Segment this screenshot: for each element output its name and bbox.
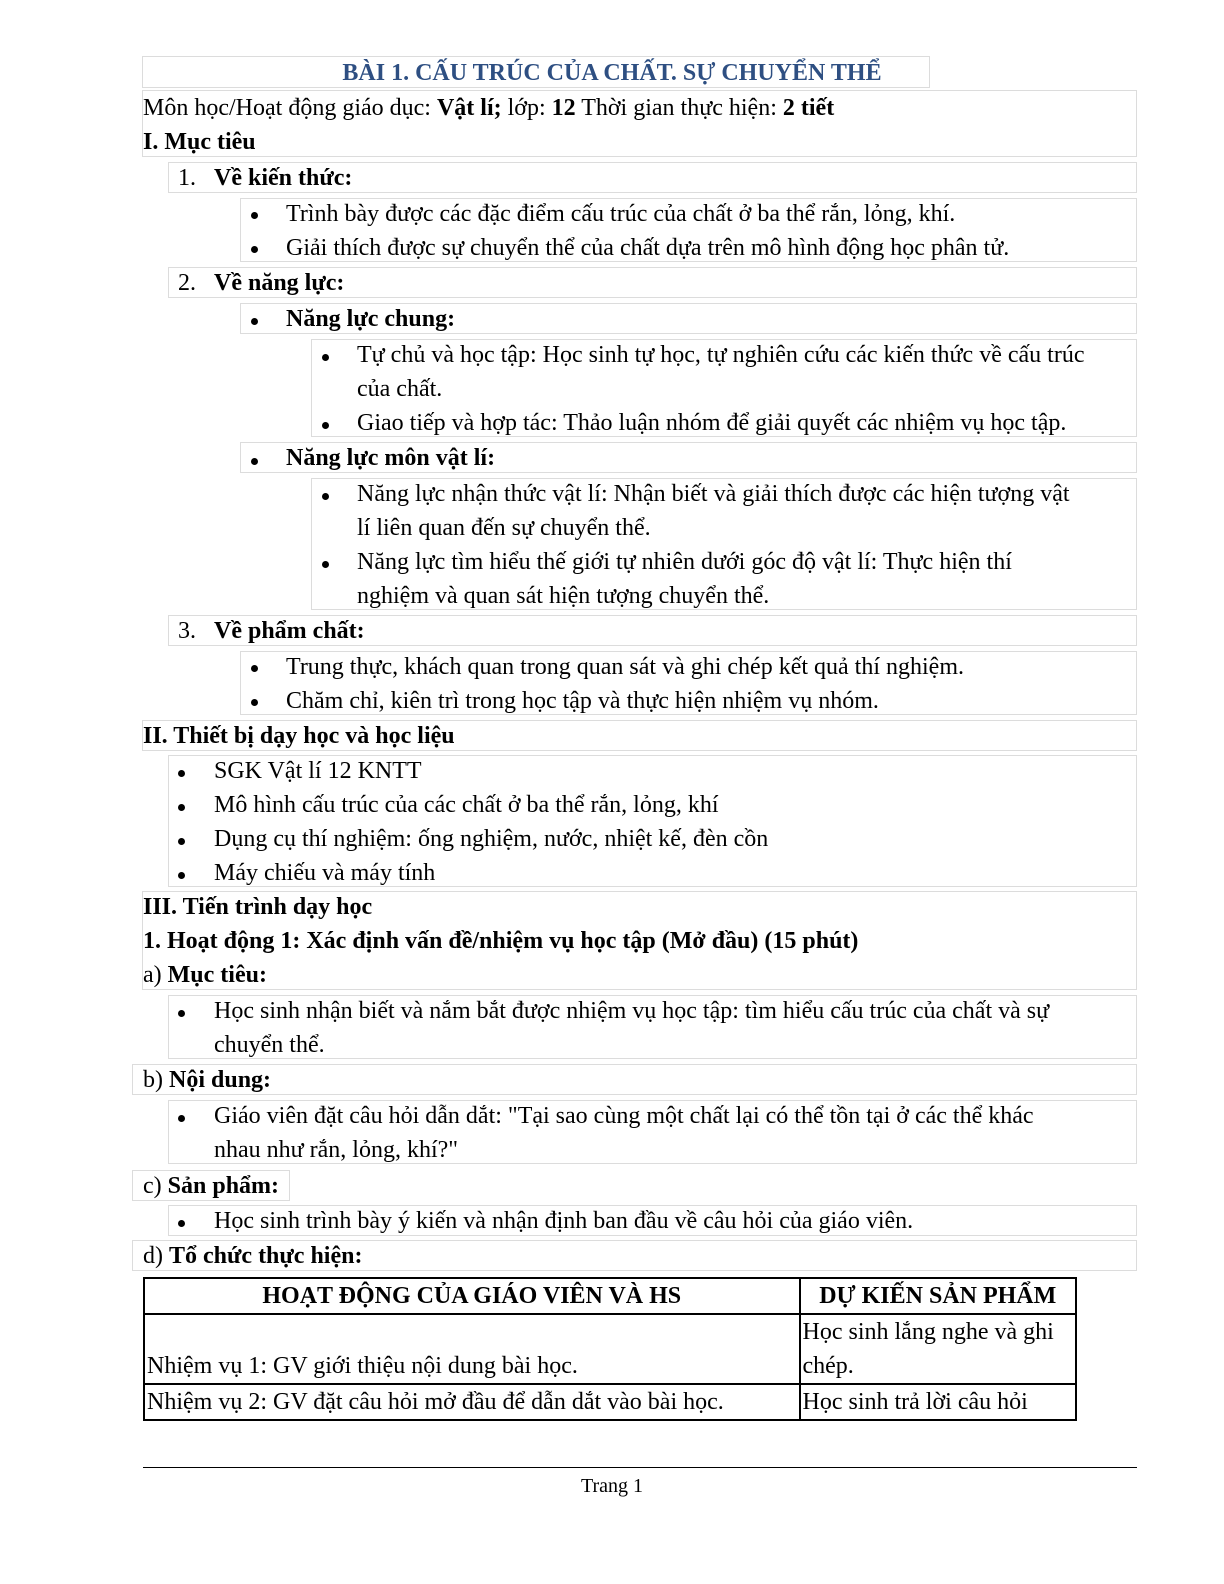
bullet-icon [322,354,329,361]
organization-heading: d) Tổ chức thực hiện: [143,1243,363,1269]
bullet-icon [178,1115,185,1122]
bullet-icon [178,770,185,777]
table-header-row [144,1278,1076,1314]
content-item-continued: nhau như rắn, lỏng, khí?" [214,1137,459,1163]
item-3-number: 3. [178,618,196,644]
bullet-icon [251,458,258,465]
product-item: Học sinh trình bày ý kiến và nhận định ban đầu về câu hỏi của giáo viên. [214,1208,914,1234]
bullet-icon [251,212,258,219]
content-heading-box [132,1064,1137,1095]
table-header-product: DỰ KIẾN SẢN PHẨM [800,1278,1077,1314]
page-number: Trang 1 [580,1475,644,1497]
knowledge-item: Giải thích được sự chuyển thể của chất dựa trên mô hình động học phân tử. [286,235,1010,261]
general-item: Tự chủ và học tập: Học sinh tự học, tự nghiên cứu các kiến thức về cấu trúc [357,342,1085,368]
bullet-icon [251,699,258,706]
physics-item: Năng lực tìm hiểu thế giới tự nhiên dưới góc độ vật lí: Thực hiện thí [357,549,1012,575]
bullet-icon [178,1010,185,1017]
item-2-number: 2. [178,270,196,296]
physics-item-continued: lí liên quan đến sự chuyển thể. [357,515,651,541]
activity-1-heading: 1. Hoạt động 1: Xác định vấn đề/nhiệm vụ học tập (Mở đầu) (15 phút) [143,928,859,954]
section-1-heading: I. Mục tiêu [143,129,256,155]
table-cell-activity: Nhiệm vụ 2: GV đặt câu hỏi mở đầu để dẫn dắt vào bài học. [144,1384,800,1420]
activity-table [143,1277,1077,1421]
time-label: Thời gian thực hiện: [575,95,783,121]
item-2-heading: Về năng lực: [214,270,345,296]
product-heading: c) Sản phẩm: [143,1173,280,1199]
table-row [144,1384,1076,1420]
table-cell-activity: Nhiệm vụ 1: GV giới thiệu nội dung bài học. [144,1314,800,1384]
equipment-item: Mô hình cấu trúc của các chất ở ba thể rắn, lỏng, khí [214,792,719,818]
equipment-item: Dụng cụ thí nghiệm: ống nghiệm, nước, nhiệt kế, đèn cồn [214,826,769,852]
equipment-item: SGK Vật lí 12 KNTT [214,758,422,784]
equipment-item: Máy chiếu và máy tính [214,860,436,886]
footer-divider [143,1467,1137,1468]
bullet-icon [251,318,258,325]
lesson-title: BÀI 1. CẤU TRÚC CỦA CHẤT. SỰ CHUYỂN THỂ [342,60,882,86]
table-row [144,1314,1076,1384]
content-item: Giáo viên đặt câu hỏi dẫn dắt: "Tại sao cùng một chất lại có thể tồn tại ở các thể khác [214,1103,1034,1129]
bullet-icon [178,804,185,811]
table-cell-product: Học sinh trả lời câu hỏi [800,1384,1077,1420]
table-cell-product: Học sinh lắng nghe và ghi chép. [800,1314,1077,1384]
bullet-icon [178,1220,185,1227]
grade-label: lớp: [501,95,552,121]
bullet-icon [322,561,329,568]
general-item: Giao tiếp và hợp tác: Thảo luận nhóm để giải quyết các nhiệm vụ học tập. [357,410,1067,436]
objective-item: Học sinh nhận biết và nắm bắt được nhiệm vụ học tập: tìm hiểu cấu trúc của chất và sự [214,998,1050,1024]
knowledge-item: Trình bày được các đặc điểm cấu trúc của chất ở ba thể rắn, lỏng, khí. [286,201,956,227]
lesson-info [143,91,834,125]
item-3-heading: Về phẩm chất: [214,618,365,644]
objective-item-continued: chuyển thể. [214,1032,325,1058]
content-heading: b) Nội dung: [143,1067,272,1093]
quality-item: Trung thực, khách quan trong quan sát và ghi chép kết quả thí nghiệm. [286,654,964,680]
subject-value: Vật lí; [436,95,502,121]
bullet-icon [251,665,258,672]
general-competency-label: Năng lực chung: [286,306,456,332]
bullet-icon [322,422,329,429]
bullet-icon [251,246,258,253]
general-item-continued: của chất. [357,376,443,402]
time-value: 2 tiết [782,95,835,121]
physics-competency-label: Năng lực môn vật lí: [286,445,496,471]
section-3-heading: III. Tiến trình dạy học [143,894,373,920]
item-1-heading: Về kiến thức: [214,165,353,191]
section-2-heading: II. Thiết bị dạy học và học liệu [143,723,455,749]
objective-heading: a) Mục tiêu: [143,962,267,988]
quality-item: Chăm chỉ, kiên trì trong học tập và thực hiện nhiệm vụ nhóm. [286,688,879,714]
subject-label: Môn học/Hoạt động giáo dục: [143,95,437,121]
table-header-activity: HOẠT ĐỘNG CỦA GIÁO VIÊN VÀ HS [144,1278,800,1314]
bullet-icon [178,838,185,845]
bullet-icon [322,493,329,500]
bullet-icon [178,872,185,879]
item-1-number: 1. [178,165,196,191]
physics-item-continued: nghiệm và quan sát hiện tượng chuyển thể. [357,583,770,609]
grade-value: 12 [551,95,576,121]
physics-item: Năng lực nhận thức vật lí: Nhận biết và giải thích được các hiện tượng vật [357,481,1070,507]
